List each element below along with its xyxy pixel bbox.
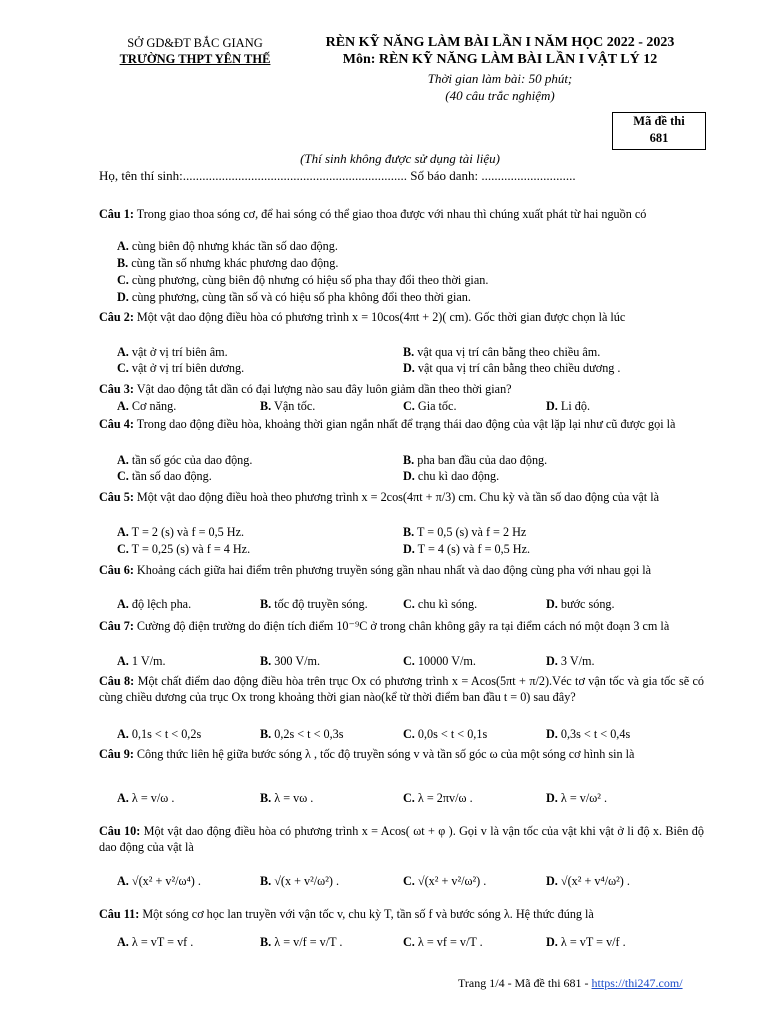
- no-materials-note: (Thí sinh không được sử dụng tài liệu): [300, 151, 500, 166]
- question-5: Câu 5: Một vật dao động điều hoà theo phương trình x = 2cos(4πt + π/3) cm. Chu kỳ và tần số dao động của vật là: [99, 490, 660, 504]
- q2-option-a[interactable]: A. vật ở vị trí biên âm.: [117, 345, 228, 359]
- q8-option-c[interactable]: C. 0,0s < t < 0,1s: [403, 727, 488, 741]
- q6-option-b[interactable]: B. tốc độ truyền sóng.: [260, 597, 368, 611]
- exam-code-label: Mã đề thi: [633, 114, 685, 128]
- q1-option-d[interactable]: D. cùng phương, cùng tần số và có hiệu số pha không đổi theo thời gian.: [117, 290, 471, 304]
- q1-option-b[interactable]: B. cùng tần số nhưng khác phương dao động.: [117, 256, 339, 270]
- q8-option-d[interactable]: D. 0,3s < t < 0,4s: [546, 727, 631, 741]
- question-1: Câu 1: Trong giao thoa sóng cơ, để hai sóng có thể giao thoa được với nhau thì chúng xuất phát từ hai nguồn có: [99, 207, 647, 221]
- question-count: (40 câu trắc nghiệm): [445, 88, 555, 103]
- q4-option-c[interactable]: C. tần số dao động.: [117, 469, 212, 483]
- q5-option-c[interactable]: C. T = 0,25 (s) và f = 4 Hz.: [117, 542, 251, 556]
- q7-option-a[interactable]: A. 1 V/m.: [117, 654, 166, 668]
- q4-option-b[interactable]: B. pha ban đầu của dao động.: [403, 453, 548, 467]
- q2-option-b[interactable]: B. vật qua vị trí cân bằng theo chiều âm.: [403, 345, 601, 359]
- exam-title: RÈN KỸ NĂNG LÀM BÀI LẦN I NĂM HỌC 2022 - 2023: [325, 35, 675, 50]
- q5-option-a[interactable]: A. T = 2 (s) và f = 0,5 Hz.: [117, 525, 245, 539]
- exam-time: Thời gian làm bài: 50 phút;: [427, 71, 573, 86]
- page-footer: [458, 976, 683, 991]
- q3-option-d[interactable]: D. Li độ.: [546, 399, 591, 413]
- exam-code-box: [612, 112, 706, 150]
- exam-code: 681: [649, 131, 669, 145]
- question-3: Câu 3: Vật dao động tắt dần có đại lượng nào sau đây luôn giảm dần theo thời gian?: [99, 382, 512, 396]
- q8-option-b[interactable]: B. 0,2s < t < 0,3s: [260, 727, 344, 741]
- q3-option-c[interactable]: C. Gia tốc.: [403, 399, 457, 413]
- q11-option-d[interactable]: D. λ = vT = v/f .: [546, 935, 626, 949]
- q3-option-b[interactable]: B. Vận tốc.: [260, 399, 316, 413]
- q10-option-a[interactable]: A. √(x² + v²/ω⁴) .: [117, 874, 201, 888]
- q7-option-c[interactable]: C. 10000 V/m.: [403, 654, 476, 668]
- question-4: Câu 4: Trong dao động điều hòa, khoảng thời gian ngắn nhất để trạng thái dao động của vật lặp lại như cũ được gọi là: [99, 417, 676, 431]
- q7-option-d[interactable]: D. 3 V/m.: [546, 654, 595, 668]
- question-11: Câu 11: Một sóng cơ học lan truyền với vận tốc v, chu kỳ T, tần số f và bước sóng λ. Hệ thức đúng là: [99, 907, 594, 921]
- footer-link[interactable]: https://thi247.com/: [591, 976, 683, 990]
- q9-option-a[interactable]: A. λ = v/ω .: [117, 791, 175, 805]
- q3-option-a[interactable]: A. Cơ năng.: [117, 399, 177, 413]
- q10-option-b[interactable]: B. √(x + v²/ω²) .: [260, 874, 340, 888]
- q2-option-d[interactable]: D. vật qua vị trí cân bằng theo chiều dương .: [403, 361, 621, 375]
- q6-option-c[interactable]: C. chu kì sóng.: [403, 597, 478, 611]
- q9-option-c[interactable]: C. λ = 2πv/ω .: [403, 791, 473, 805]
- footer-text: Trang 1/4 - Mã đề thi 681 -: [458, 976, 592, 990]
- q9-option-d[interactable]: D. λ = v/ω² .: [546, 791, 608, 805]
- q1-option-c[interactable]: C. cùng phương, cùng biên độ nhưng có hiệu số pha thay đổi theo thời gian.: [117, 273, 489, 287]
- question-9: Câu 9: Công thức liên hệ giữa bước sóng λ , tốc độ truyền sóng v và tần số góc ω của một sóng cơ hình sin là: [99, 747, 635, 761]
- school-name: TRƯỜNG THPT YÊN THẾ: [119, 52, 271, 66]
- q4-option-a[interactable]: A. tần số góc của dao động.: [117, 453, 253, 467]
- question-7: Câu 7: Cường độ điện trường do điện tích điểm 10⁻⁹C ở trong chân không gây ra tại điểm cách nó một đoạn 3 cm là: [99, 619, 670, 633]
- q11-option-b[interactable]: B. λ = v/f = v/T .: [260, 935, 343, 949]
- q10-option-d[interactable]: D. √(x² + v⁴/ω²) .: [546, 874, 630, 888]
- exam-subject: Môn: RÈN KỸ NĂNG LÀM BÀI LẦN I VẬT LÝ 12: [342, 52, 658, 67]
- q6-option-a[interactable]: A. độ lệch pha.: [117, 597, 192, 611]
- q6-option-d[interactable]: D. bước sóng.: [546, 597, 615, 611]
- question-8: Câu 8: Một chất điểm dao động điều hòa trên trục Ox có phương trình x = Acos(5πt + π/2).Véc tơ vận tốc và gia tốc sẽ có cùng chiều dương của trục Ox trong khoảng thời gian nào(kể từ thời điểm ban đầu t = 0) sau đây?: [99, 674, 705, 704]
- question-10: Câu 10: Một vật dao động điều hòa có phương trình x = Acos( ωt + φ ). Gọi v là vận tốc của vật khi vật ở li độ x. Biên độ dao động của vật là: [99, 824, 704, 854]
- q4-option-d[interactable]: D. chu kì dao động.: [403, 469, 500, 483]
- q1-option-a[interactable]: A. cùng biên độ nhưng khác tần số dao động.: [117, 239, 338, 253]
- department-name: SỞ GD&ĐT BẮC GIANG: [127, 36, 263, 50]
- q9-option-b[interactable]: B. λ = vω .: [260, 791, 314, 805]
- q2-option-c[interactable]: C. vật ở vị trí biên dương.: [117, 361, 245, 375]
- candidate-info-line: Họ, tên thí sinh:..................................................................... Số báo danh: .............................: [99, 168, 576, 183]
- q10-option-c[interactable]: C. √(x² + v²/ω²) .: [403, 874, 487, 888]
- q5-option-d[interactable]: D. T = 4 (s) và f = 0,5 Hz.: [403, 542, 531, 556]
- q5-option-b[interactable]: B. T = 0,5 (s) và f = 2 Hz: [403, 525, 527, 539]
- q7-option-b[interactable]: B. 300 V/m.: [260, 654, 321, 668]
- q11-option-c[interactable]: C. λ = vf = v/T .: [403, 935, 483, 949]
- question-6: Câu 6: Khoảng cách giữa hai điểm trên phương truyền sóng gần nhau nhất và dao động cùng pha với nhau gọi là: [99, 563, 652, 577]
- q11-option-a[interactable]: A. λ = vT = vf .: [117, 935, 194, 949]
- question-2: Câu 2: Một vật dao động điều hòa có phương trình x = 10cos(4πt + 2)( cm). Gốc thời gian được chọn là lúc: [99, 310, 626, 324]
- q8-option-a[interactable]: A. 0,1s < t < 0,2s: [117, 727, 202, 741]
